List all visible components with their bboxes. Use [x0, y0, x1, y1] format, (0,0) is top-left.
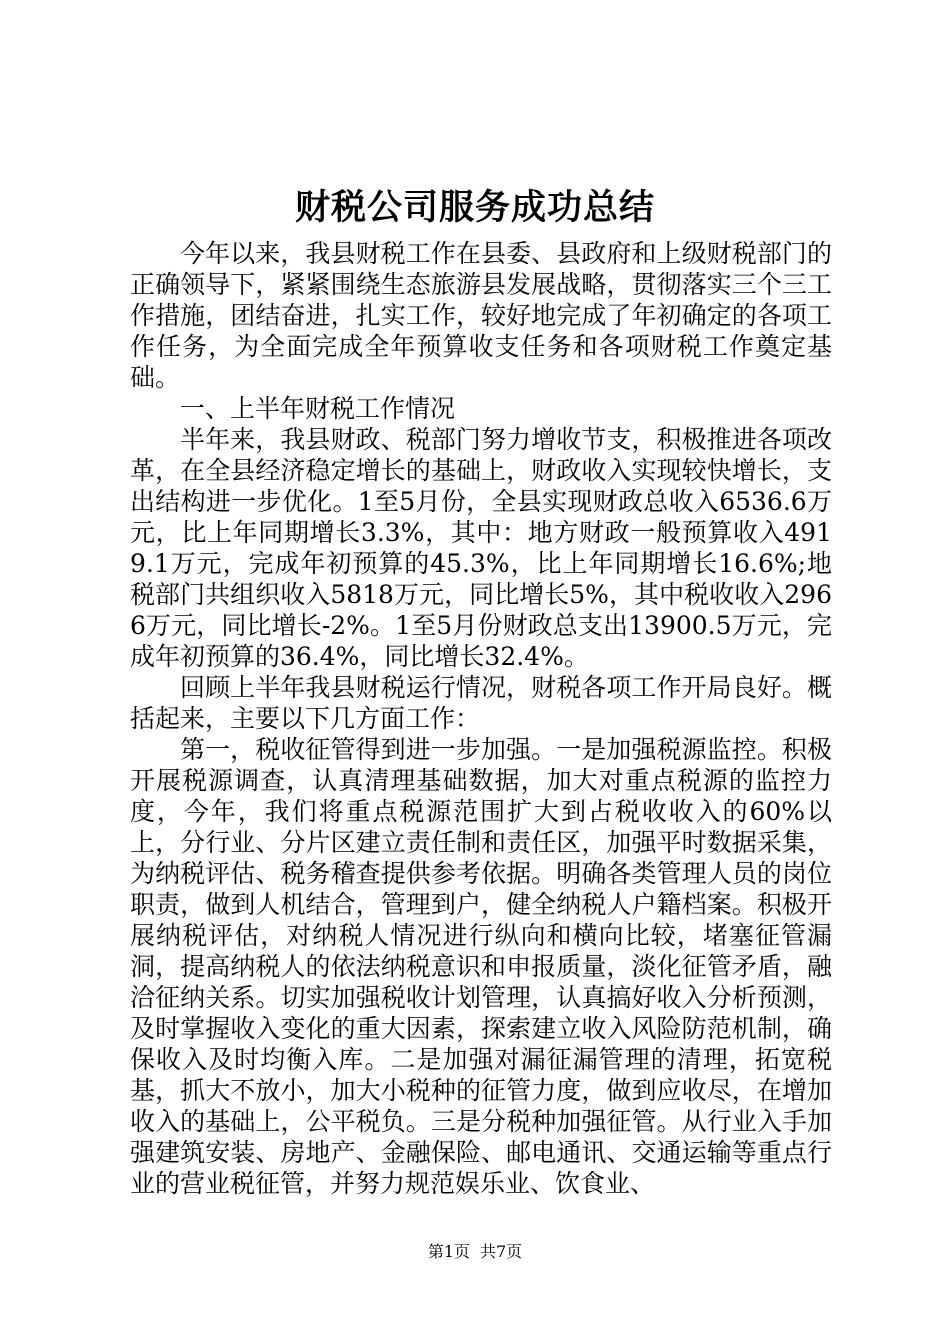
document-body — [130, 238, 832, 1199]
paragraph-intro: 今年以来，我县财税工作在县委、县政府和上级财税部门的正确领导下，紧紧围绕生态旅游县发展战略，贯彻落实三个三工作措施，团结奋进，扎实工作，较好地完成了年初确定的各项工作任务，为全面完成全年预算收支任务和各项财税工作奠定基础。 — [130, 239, 832, 392]
document-title: 财税公司服务成功总结 — [294, 188, 655, 228]
page-total: 共7页 — [480, 1242, 523, 1261]
paragraph-tax-collection: 第一，税收征管得到进一步加强。一是加强税源监控。积极开展税源调查，认真清理基础数据，加大对重点税源的监控力度，今年，我们将重点税源范围扩大到占税收收入的60%以上，分行业、分片区建立责任制和责任区，加强平时数据采集，为纳税评估、税务稽查提供参考依据。明确各类管理人员的岗位职责，做到人机结合，管理到户，健全纳税人户籍档案。积极开展纳税评估，对纳税人情况进行纵向和横向比较，堵塞征管漏洞，提高纳税人的依法纳税意识和申报质量，淡化征管矛盾，融洽征纳关系。切实加强税收计划管理，认真搞好收入分析预测，及时掌握收入变化的重大因素，探索建立收入风险防范机制，确保收入及时均衡入库。二是加强对漏征漏管理的清理，拓宽税基，抓大不放小，加大小税种的征管力度，做到应收尽，在增加收入的基础上，公平税负。三是分税种加强征管。从行业入手加强建筑安装、房地产、金融保险、邮电通讯、交通运输等重点行业的营业税征管，并努力规范娱乐业、饮食业、 — [130, 735, 832, 1198]
paragraph-revenue-summary: 半年来，我县财政、税部门努力增收节支，积极推进各项改革，在全县经济稳定增长的基础上，财政收入实现较快增长，支出结构进一步优化。1至5月份，全县实现财政总收入6536.6万元，比上年同期增长3.3%，其中：地方财政一般预算收入4919.1万元，完成年初预算的45.3%，比上年同期增长16.6%;地税部门共组织收入5818万元，同比增长5%，其中税收收入2966万元，同比增长-2%。1至5月份财政总支出13900.5万元，完成年初预算的36.4%，同比增长32.4%。 — [130, 425, 832, 671]
page-number: 第1页 — [427, 1242, 470, 1261]
section-heading: 一、上半年财税工作情况 — [180, 394, 456, 423]
paragraph-review: 回顾上半年我县财税运行情况，财税各项工作开局良好。概括起来，主要以下几方面工作： — [130, 673, 832, 733]
page-footer — [0, 1242, 950, 1262]
